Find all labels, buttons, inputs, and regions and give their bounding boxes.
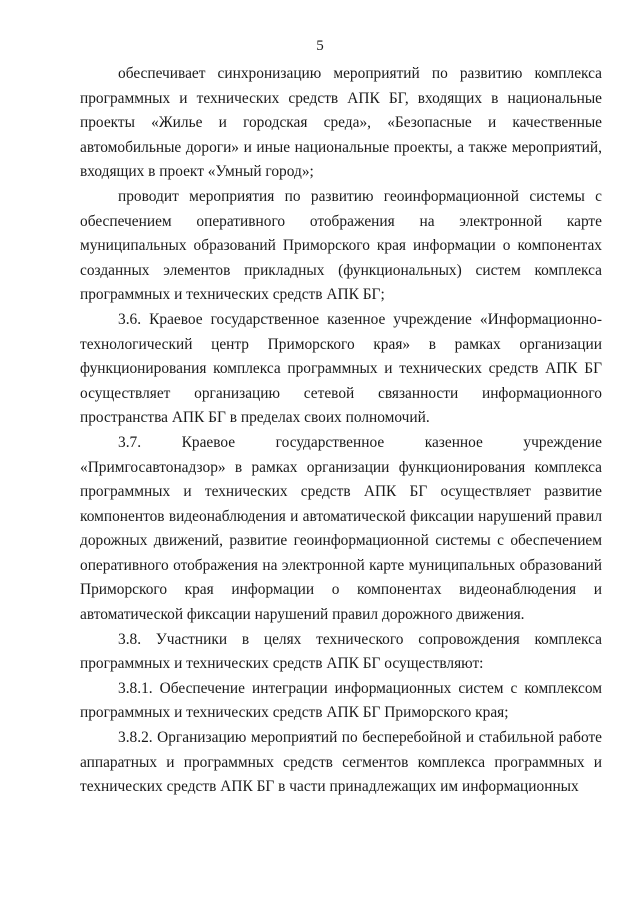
paragraph-3-8: 3.8. Участники в целях технического сопровождения комплекса программных и технических средств АПК БГ осуществляют: [80,630,602,673]
paragraph-coordination: обеспечивает синхронизацию мероприятий по развитию комплекса программных и технических средств АПК БГ, входящих в национальные проекты «Жилье и городская среда», «Безопасные и качественные автомобильные дороги» и иные национальные проекты, а также мероприятий, входящих в проект «Умный город»; [80,65,602,181]
paragraph-3-7: 3.7. Краевое государственное казенное учреждение «Примгосавтонадзор» в рамках организации функционирования комплекса программных и технических средств АПК БГ осуществляет развитие компонентов видеонаблюдения и автоматической фиксации нарушений правил дорожных движений, развитие геоинформационной системы с обеспечением оперативного отображения на электронной карте муниципальных образований Приморского края информации о компонентах видеонаблюдения и автоматической фиксации нарушений правил дорожного движения. [80,433,602,624]
paragraph-geoinformation: проводит мероприятия по развитию геоинформационной системы с обеспечением оперативного отображения на электронной карте муниципальных образований Приморского края информации о компонентах созданных элементов прикладных (функциональных) систем комплекса программных и технических средств АПК БГ; [80,187,602,304]
paragraph-3-8-2: 3.8.2. Организацию мероприятий по бесперебойной и стабильной работе аппаратных и программных средств сегментов комплекса программных и технических средств АПК БГ в части принадлежащих им информационных [80,729,602,796]
document-body [80,62,602,800]
paragraph-3-8-1: 3.8.1. Обеспечение интеграции информационных систем с комплексом программных и технических средств АПК БГ Приморского края; [80,679,602,722]
paragraph-3-6: 3.6. Краевое государственное казенное учреждение «Информационно-технологический центр Приморского края» в рамках организации функционирования комплекса программных и технических средств АПК БГ осуществляет организацию сетевой связанности информационного пространства АПК БГ в пределах своих полномочий. [80,310,602,427]
page-number: 5 [316,38,324,54]
